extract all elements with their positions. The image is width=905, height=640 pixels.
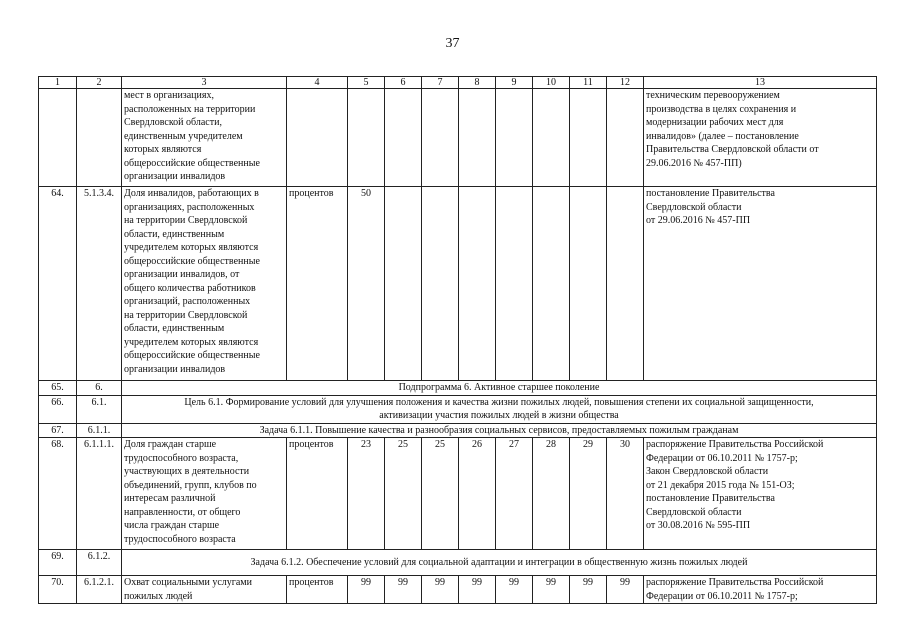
header-cell: 8 bbox=[459, 77, 496, 89]
table-row-70 bbox=[39, 576, 877, 604]
legal-basis: распоряжение Правительства Российской Федерации от 06.10.2011 № 1757-р; bbox=[644, 576, 877, 604]
value-cell: 99 bbox=[422, 576, 459, 604]
value-cell: 23 bbox=[348, 438, 385, 550]
value-cell: 99 bbox=[570, 576, 607, 604]
unit: процентов bbox=[287, 187, 348, 381]
legal-basis: техническим перевооружением производства в целях сохранения и модернизации рабочих мест для инвалидов» (далее – постановление Правительства Свердловской области от 29.06.2016 № 457-ПП) bbox=[644, 89, 877, 187]
header-cell: 4 bbox=[287, 77, 348, 89]
header-cell: 2 bbox=[77, 77, 122, 89]
indicator-name: Доля инвалидов, работающих в организациях, расположенных на территории Свердловской области, единственным учредителем которых являются общероссийские общественные организации инвалидов, от общего количества работников организаций, расположенных на территории Свердловской области, единственным учредителем которых являются общероссийские общественные организации инвалидов bbox=[122, 187, 287, 381]
header-cell: 11 bbox=[570, 77, 607, 89]
value-5: 50 bbox=[348, 187, 385, 381]
header-cell: 13 bbox=[644, 77, 877, 89]
value-cell: 25 bbox=[385, 438, 422, 550]
unit: процентов bbox=[287, 438, 348, 550]
row-number: 70. bbox=[39, 576, 77, 604]
table-row-69 bbox=[39, 550, 877, 576]
value-cell: 99 bbox=[607, 576, 644, 604]
row-number: 67. bbox=[39, 423, 77, 438]
subprogram-title: Подпрограмма 6. Активное старшее поколение bbox=[122, 381, 877, 396]
header-cell: 7 bbox=[422, 77, 459, 89]
value-cell: 25 bbox=[422, 438, 459, 550]
value-cell: 99 bbox=[533, 576, 570, 604]
table-row-66 bbox=[39, 395, 877, 423]
goal-text: Цель 6.1. Формирование условий для улучшения положения и качества жизни пожилых людей, повышения степени их социальной защищенности, активизации участия пожилых людей в жизни общества bbox=[122, 395, 877, 423]
task-text: Задача 6.1.2. Обеспечение условий для социальной адаптации и интеграции в общественную жизнь пожилых людей bbox=[122, 550, 877, 576]
header-cell: 12 bbox=[607, 77, 644, 89]
value-cell: 99 bbox=[385, 576, 422, 604]
row-number: 65. bbox=[39, 381, 77, 396]
header-cell: 10 bbox=[533, 77, 570, 89]
row-number: 68. bbox=[39, 438, 77, 550]
value-cell: 29 bbox=[570, 438, 607, 550]
row-code: 6.1.2. bbox=[77, 550, 122, 576]
table-row-68 bbox=[39, 438, 877, 550]
value-cell: 28 bbox=[533, 438, 570, 550]
row-number: 64. bbox=[39, 187, 77, 381]
row-code: 6.1.2.1. bbox=[77, 576, 122, 604]
row-code: 6.1.1.1. bbox=[77, 438, 122, 550]
legal-basis: распоряжение Правительства Российской Федерации от 06.10.2011 № 1757-р; Закон Свердловской области от 21 декабря 2015 года № 151-ОЗ; постановление Правительства Свердловской области от 30.08.2016 № 595-ПП bbox=[644, 438, 877, 550]
table-row-65 bbox=[39, 381, 877, 396]
header-row bbox=[39, 77, 877, 89]
table-row-continued bbox=[39, 89, 877, 187]
header-cell: 9 bbox=[496, 77, 533, 89]
value-cell: 99 bbox=[459, 576, 496, 604]
table-row-64 bbox=[39, 187, 877, 381]
header-cell: 1 bbox=[39, 77, 77, 89]
value-cell: 99 bbox=[348, 576, 385, 604]
row-code: 6.1. bbox=[77, 395, 122, 423]
row-number: 66. bbox=[39, 395, 77, 423]
indicator-name: мест в организациях, расположенных на территории Свердловской области, единственным учредителем которых являются общероссийские общественные организации инвалидов bbox=[122, 89, 287, 187]
row-code: 6. bbox=[77, 381, 122, 396]
task-text: Задача 6.1.1. Повышение качества и разнообразия социальных сервисов, предоставляемых пожилым гражданам bbox=[122, 423, 877, 438]
page-number: 37 bbox=[445, 36, 460, 51]
header-cell: 3 bbox=[122, 77, 287, 89]
indicator-name: Охват социальными услугами пожилых людей bbox=[122, 576, 287, 604]
header-cell: 5 bbox=[348, 77, 385, 89]
indicator-name: Доля граждан старше трудоспособного возраста, участвующих в деятельности объединений, групп, клубов по интересам различной направленности, от общего числа граждан старше трудоспособного возраста bbox=[122, 438, 287, 550]
table-row-67 bbox=[39, 423, 877, 438]
unit: процентов bbox=[287, 576, 348, 604]
row-code: 5.1.3.4. bbox=[77, 187, 122, 381]
value-cell: 26 bbox=[459, 438, 496, 550]
row-number: 69. bbox=[39, 550, 77, 576]
value-cell: 99 bbox=[496, 576, 533, 604]
value-cell: 27 bbox=[496, 438, 533, 550]
indicators-table bbox=[38, 76, 877, 604]
legal-basis: постановление Правительства Свердловской области от 29.06.2016 № 457-ПП bbox=[644, 187, 877, 381]
header-cell: 6 bbox=[385, 77, 422, 89]
value-cell: 30 bbox=[607, 438, 644, 550]
row-code: 6.1.1. bbox=[77, 423, 122, 438]
